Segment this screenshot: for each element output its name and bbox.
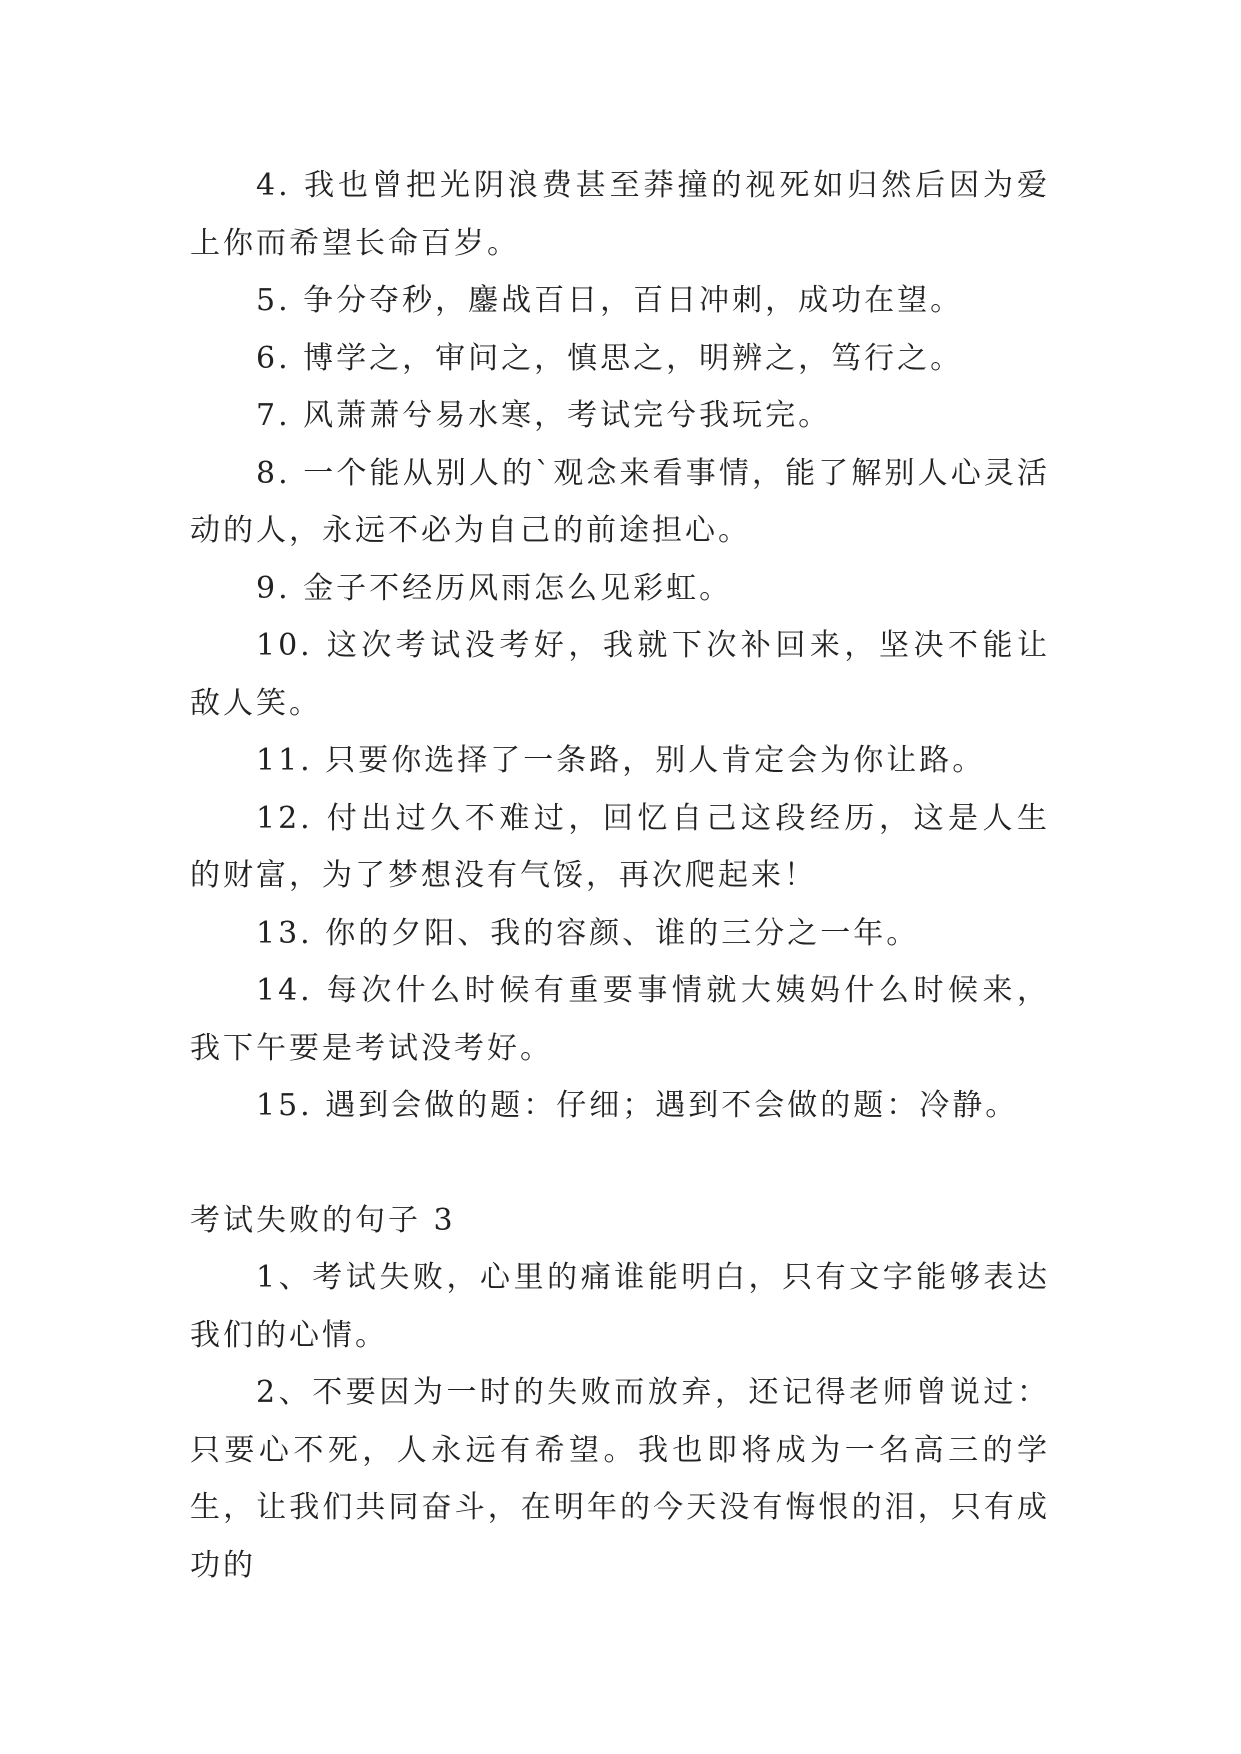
paragraph-item-9: 9. 金子不经历风雨怎么见彩虹。 (256, 570, 733, 606)
paragraph-item-15: 15. 遇到会做的题：仔细；遇到不会做的题：冷静。 (256, 1088, 1019, 1123)
section-title: 考试失败的句子 3 (190, 1202, 456, 1238)
paragraph-item-11: 11. 只要你选择了一条路，别人肯定会为你让路。 (256, 743, 986, 778)
paragraph-item-14: 14. 每次什么时候有重要事情就大姨妈什么时候来，我下午要是考试没考好。 (190, 973, 1050, 1066)
paragraph-item-8: 8. 一个能从别人的`观念来看事情，能了解别人心灵活动的人，永远不必为自己的前途担心。 (190, 455, 1050, 548)
section-paragraph-1: 1、考试失败，心里的痛谁能明白，只有文字能够表达我们的心情。 (190, 1260, 1050, 1353)
paragraph-item-5: 5. 争分夺秒，鏖战百日，百日冲刺，成功在望。 (256, 283, 964, 318)
section-spacer (190, 1135, 1050, 1192)
paragraph-item-12: 12. 付出过久不难过，回忆自己这段经历，这是人生的财富，为了梦想没有气馁，再次爬起来！ (190, 800, 1050, 893)
paragraph-item-6: 6. 博学之，审问之，慎思之，明辨之，笃行之。 (256, 340, 964, 376)
paragraph-item-13: 13. 你的夕阳、我的容颜、谁的三分之一年。 (256, 915, 920, 951)
document-body (190, 157, 1050, 1594)
section-paragraph-2: 2、不要因为一时的失败而放弃，还记得老师曾说过：只要心不死，人永远有希望。我也即将成为一名高三的学生，让我们共同奋斗，在明年的今天没有悔恨的泪，只有成功的 (190, 1375, 1050, 1583)
paragraph-item-10: 10. 这次考试没考好，我就下次补回来，坚决不能让敌人笑。 (190, 628, 1050, 721)
paragraph-item-7: 7. 风萧萧兮易水寒，考试完兮我玩完。 (256, 398, 832, 433)
paragraph-item-4: 4. 我也曾把光阴浪费甚至莽撞的视死如归然后因为爱上你而希望长命百岁。 (190, 168, 1050, 261)
